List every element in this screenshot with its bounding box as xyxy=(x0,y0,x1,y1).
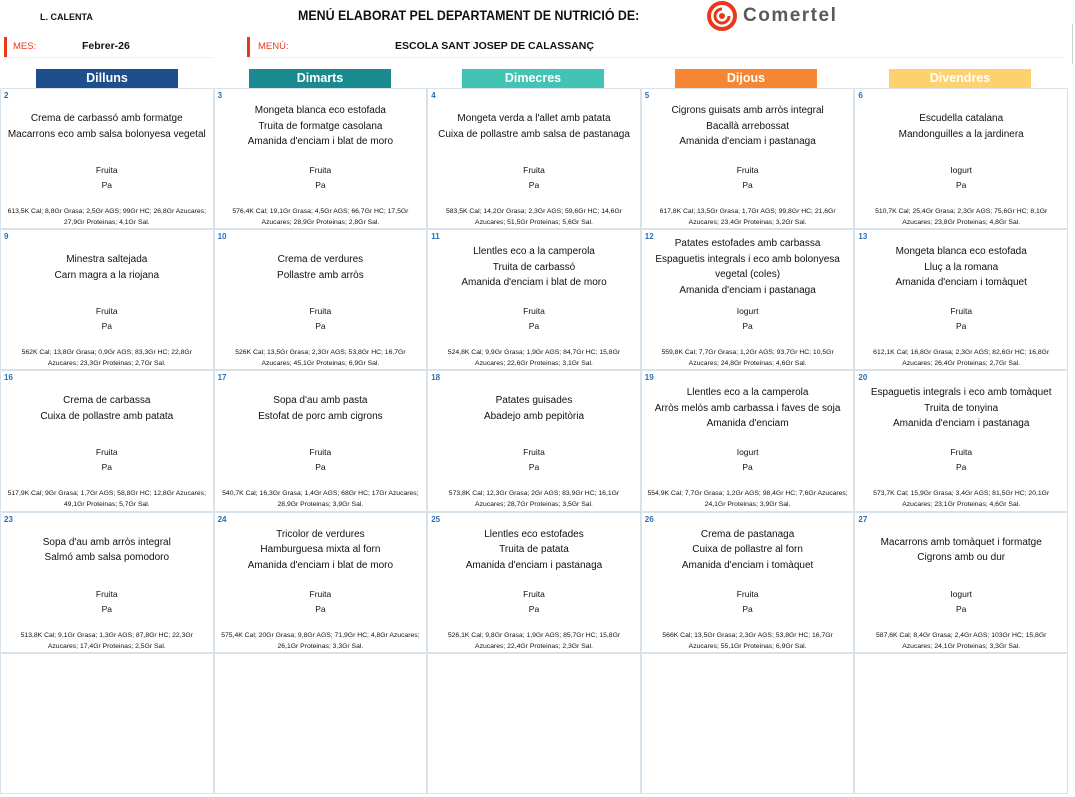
dishes-list xyxy=(3,535,211,566)
logo-text: Comertel xyxy=(743,5,838,26)
nutrition-info xyxy=(857,488,1065,510)
day-cell xyxy=(1,371,213,510)
extras-list xyxy=(857,304,1065,334)
bread: Pa xyxy=(955,180,967,190)
month-label: MES: xyxy=(13,41,37,52)
nutrition-line: 554,9K Cal; 7,7Gr Grasa; 1,2Gr AGS; 98,4Gr HC; 7,6Gr Azucares; xyxy=(647,490,848,498)
dishes-list xyxy=(644,103,852,150)
bread: Pa xyxy=(742,180,753,190)
nutrition-info xyxy=(217,488,425,510)
nutrition-line: Azucares; 23,1Gr Proteinas; 4,6Gr Sal. xyxy=(902,501,1021,509)
empty-day-cell xyxy=(642,654,854,793)
day-number: 27 xyxy=(858,514,868,524)
extras-list xyxy=(3,163,211,193)
nutrition-line: Azucares; 23,4Gr Proteinas; 3,2Gr Sal. xyxy=(688,219,807,226)
dish: Amanida d'enciam i blat de moro xyxy=(461,277,607,289)
bread: Pa xyxy=(742,462,753,473)
extras-list xyxy=(644,445,852,475)
day-number: 5 xyxy=(644,91,650,100)
dessert: Fruita xyxy=(950,447,973,458)
extras-list xyxy=(217,445,425,475)
nutrition-line: Azucares; 23,8Gr Proteinas; 4,8Gr Sal. xyxy=(902,219,1021,226)
bread: Pa xyxy=(528,180,540,190)
day-cell xyxy=(855,371,1067,510)
nutrition-line: 613,5K Cal; 8,8Gr Grasa; 2,5Gr AGS; 99Gr HC; 26,8Gr Azucares; xyxy=(7,208,206,215)
day-header-wednesday: Dimecres xyxy=(462,69,604,88)
bread: Pa xyxy=(315,462,326,473)
bread: Pa xyxy=(315,603,326,614)
month-value: Febrer-26 xyxy=(82,40,130,52)
dish: Amanida d'enciam i pastanaga xyxy=(679,136,816,147)
dishes-list xyxy=(644,527,852,574)
dish: vegetal (coles) xyxy=(715,269,781,281)
day-cell xyxy=(1,89,213,228)
nutrition-line: Azucares; 55,1Gr Proteinas; 6,9Gr Sal. xyxy=(688,642,807,650)
dish: Mongeta verda a l'allet amb patata xyxy=(457,113,611,124)
extras-list xyxy=(644,587,852,617)
day-cell xyxy=(215,371,427,510)
day-cell xyxy=(642,513,854,652)
nutrition-info xyxy=(430,347,638,369)
day-number: 10 xyxy=(217,232,227,242)
empty-day-cell xyxy=(1,654,213,793)
nutrition-line: Azucares; 22,4Gr Proteinas; 2,3Gr Sal. xyxy=(475,642,593,650)
dish: Amanida d'enciam i pastanaga xyxy=(892,418,1030,430)
day-number: 17 xyxy=(217,373,227,383)
dish: Amanida d'enciam i blat de moro xyxy=(247,559,394,571)
nutrition-line: 28,9Gr Proteinas; 3,9Gr Sal. xyxy=(277,501,364,509)
nutrition-line: Azucares; 28,9Gr Proteinas; 2,8Gr Sal. xyxy=(261,219,380,226)
dish: Cuixa de pollastre amb patata xyxy=(40,410,174,422)
dishes-list xyxy=(644,385,852,432)
nutrition-line: 587,6K Cal; 8,4Gr Grasa; 2,4Gr AGS; 103Gr HC; 15,8Gr xyxy=(876,631,1047,639)
nutrition-line: 526,1K Cal; 9,8Gr Grasa; 1,9Gr AGS; 85,7Gr HC; 15,8Gr xyxy=(447,631,621,639)
header-bar xyxy=(0,0,1075,34)
accent-bar xyxy=(4,37,7,57)
dish: Llentles eco a la camperola xyxy=(686,387,809,399)
dessert: Iogurt xyxy=(736,306,759,317)
company-logo xyxy=(707,1,837,31)
extras-list xyxy=(430,304,638,334)
bread: Pa xyxy=(742,321,753,332)
bread: Pa xyxy=(955,603,967,614)
dish: Truita de formatge casolana xyxy=(258,120,383,132)
nutrition-line: 559,8K Cal; 7,7Gr Grasa; 1,2Gr AGS; 93,7Gr HC; 10,5Gr xyxy=(661,349,834,357)
dishes-list xyxy=(217,252,425,283)
nutrition-info xyxy=(430,206,638,228)
dessert: Fruita xyxy=(523,165,545,175)
day-number: 18 xyxy=(431,373,441,383)
extras-list xyxy=(217,163,425,193)
dish: Truita de carbassó xyxy=(492,261,576,273)
nutrition-line: 517,9K Cal; 9Gr Grasa; 1,7Gr AGS; 58,8Gr HC; 12,8Gr Azucares; xyxy=(7,490,206,498)
nutrition-line: 27,9Gr Proteinas; 4,1Gr Sal. xyxy=(63,219,150,226)
day-cell xyxy=(642,230,854,369)
nutrition-info xyxy=(857,206,1065,228)
nutrition-line: 26,1Gr Proteinas; 3,3Gr Sal. xyxy=(277,642,364,650)
dishes-list xyxy=(857,535,1065,566)
nutrition-line: Azucares; 24,8Gr Proteinas; 4,6Gr Sal. xyxy=(688,360,807,368)
dishes-list xyxy=(217,103,425,150)
dish: Amanida d'enciam i tomàquet xyxy=(681,559,814,571)
menu-label: MENÚ: xyxy=(258,41,289,52)
dish: Mongeta blanca eco estofada xyxy=(254,105,386,116)
dessert: Fruita xyxy=(523,588,545,599)
dessert: Fruita xyxy=(523,447,545,458)
dessert: Iogurt xyxy=(950,588,973,599)
day-number: 4 xyxy=(431,91,436,100)
dish: Pollastre amb arròs xyxy=(277,269,364,281)
dishes-list xyxy=(3,393,211,424)
empty-day-cell xyxy=(215,654,427,793)
dish: Cigrons guisats amb arròs integral xyxy=(671,105,824,116)
nutrition-line: 540,7K Cal; 16,3Gr Grasa; 1,4Gr AGS; 68Gr HC; 17Gr Azucares; xyxy=(222,490,419,498)
day-cell xyxy=(428,230,640,369)
dish: Patates estofades amb carbassa xyxy=(674,238,821,250)
day-number: 24 xyxy=(217,514,227,524)
nutrition-info xyxy=(857,347,1065,369)
extras-list xyxy=(3,445,211,475)
dessert: Fruita xyxy=(736,165,759,175)
menu-value: ESCOLA SANT JOSEP DE CALASSANÇ xyxy=(395,40,594,52)
day-number: 6 xyxy=(858,91,863,100)
extras-list xyxy=(3,304,211,334)
day-cell xyxy=(215,89,427,228)
dish: Amanida d'enciam i blat de moro xyxy=(247,136,394,147)
nutrition-line: 576,4K Cal; 19,1Gr Grasa; 4,5Gr AGS; 66,7Gr HC; 17,5Gr xyxy=(232,208,409,215)
bread: Pa xyxy=(955,462,967,473)
dish: Llentles eco a la camperola xyxy=(473,246,595,258)
dish: Sopa d'au amb pasta xyxy=(273,395,368,407)
nutrition-line: 583,5K Cal; 14,2Gr Grasa; 2,3Gr AGS; 59,6Gr HC; 14,6Gr xyxy=(445,208,623,215)
dish: Patates guisades xyxy=(495,395,573,407)
dish: Macarrons eco amb salsa bolonyesa vegetal xyxy=(7,128,206,140)
day-header-monday: Dilluns xyxy=(36,69,178,88)
nutrition-info xyxy=(644,206,852,228)
bread: Pa xyxy=(101,603,112,614)
bread: Pa xyxy=(315,180,326,190)
dessert: Fruita xyxy=(95,588,118,599)
dishes-list xyxy=(430,393,638,424)
dish: Mandonguilles a la jardinera xyxy=(898,128,1024,140)
dessert: Iogurt xyxy=(950,165,973,175)
dessert: Fruita xyxy=(523,306,545,317)
dessert: Fruita xyxy=(95,165,118,175)
nutrition-line: 573,8K Cal; 12,3Gr Grasa; 2Gr AGS; 83,9Gr HC; 16,1Gr xyxy=(448,490,620,498)
nutrition-info xyxy=(430,630,638,652)
day-number: 13 xyxy=(858,232,868,242)
day-cell xyxy=(428,513,640,652)
divider xyxy=(1072,24,1073,64)
dishes-list xyxy=(3,252,211,283)
nutrition-info xyxy=(644,630,852,652)
dish: Crema de pastanaga xyxy=(700,528,795,540)
nutrition-line: 24,1Gr Proteinas; 3,9Gr Sal. xyxy=(704,501,791,509)
dish: Espaguetis integrals i eco amb tomàquet xyxy=(870,387,1052,399)
nutrition-line: Azucares; 51,5Gr Proteinas; 5,6Gr Sal. xyxy=(475,219,593,226)
nutrition-line: 49,1Gr Proteinas; 5,7Gr Sal. xyxy=(63,501,150,509)
month-box xyxy=(4,37,214,58)
dish: Tricolor de verdures xyxy=(276,528,365,540)
dessert: Fruita xyxy=(95,447,118,458)
day-number: 23 xyxy=(4,514,13,524)
bread: Pa xyxy=(955,321,967,332)
dessert: Fruita xyxy=(736,588,759,599)
dessert: Fruita xyxy=(950,306,973,317)
nutrition-info xyxy=(217,347,425,369)
nutrition-line: 524,8K Cal; 9,9Gr Grasa; 1,9Gr AGS; 84,7Gr HC; 15,8Gr xyxy=(447,349,621,357)
dessert: Fruita xyxy=(309,306,332,317)
nutrition-line: 562K Cal; 13,8Gr Grasa; 0,9Gr AGS; 83,3Gr HC; 22,8Gr xyxy=(21,349,192,357)
day-number: 26 xyxy=(644,514,654,524)
day-header-thursday: Dijous xyxy=(675,69,817,88)
nutrition-line: 612,1K Cal; 16,8Gr Grasa; 2,3Gr AGS; 82,6Gr HC; 16,8Gr xyxy=(873,349,1050,357)
day-cell xyxy=(215,230,427,369)
dishes-list xyxy=(217,527,425,574)
nutrition-line: Azucares; 24,1Gr Proteinas; 3,3Gr Sal. xyxy=(902,642,1021,650)
day-cell xyxy=(1,513,213,652)
weekday-headers xyxy=(0,69,1068,89)
dish: Amanida d'enciam xyxy=(706,418,789,430)
extras-list xyxy=(857,587,1065,617)
nutrition-info xyxy=(3,488,211,510)
bread: Pa xyxy=(315,321,326,332)
extras-list xyxy=(430,445,638,475)
day-number: 11 xyxy=(431,232,440,242)
dish: Arròs melós amb carbassa i faves de soja xyxy=(654,402,841,414)
dessert: Fruita xyxy=(95,306,118,317)
dish: Lluç a la romana xyxy=(924,261,999,273)
dessert: Iogurt xyxy=(736,447,759,458)
day-header-friday: Divendres xyxy=(889,69,1031,88)
dish: Crema de verdures xyxy=(277,254,364,266)
nutrition-info xyxy=(3,630,211,652)
bread: Pa xyxy=(742,603,753,614)
day-cell xyxy=(1,230,213,369)
dish: Mongeta blanca eco estofada xyxy=(895,246,1027,258)
dishes-list xyxy=(857,244,1065,291)
day-cell xyxy=(215,513,427,652)
day-cell xyxy=(642,89,854,228)
day-cell xyxy=(642,371,854,510)
dish: Escudella catalana xyxy=(919,113,1004,124)
extras-list xyxy=(430,587,638,617)
dessert: Fruita xyxy=(309,165,332,175)
dishes-list xyxy=(857,111,1065,142)
dessert: Fruita xyxy=(309,588,332,599)
day-number: 3 xyxy=(217,91,223,100)
comertel-logo-icon xyxy=(707,1,737,31)
dishes-list xyxy=(430,111,638,142)
extras-list xyxy=(644,304,852,334)
bread: Pa xyxy=(528,462,540,473)
dish: Truita de tonyina xyxy=(924,402,999,414)
dishes-list xyxy=(430,527,638,574)
dish: Estofat de porc amb cigrons xyxy=(258,410,383,422)
dish: Bacallà arrebossat xyxy=(706,120,789,132)
dish: Abadejo amb pepitòria xyxy=(483,410,585,422)
dishes-list xyxy=(857,385,1065,432)
nutrition-line: 566K Cal; 13,5Gr Grasa; 2,3Gr AGS; 53,8Gr HC; 16,7Gr xyxy=(662,631,833,639)
extras-list xyxy=(430,163,638,193)
dish: Amanida d'enciam i tomàquet xyxy=(895,277,1027,289)
dishes-list xyxy=(3,111,211,142)
nutrition-line: 510,7K Cal; 25,4Gr Grasa; 2,3Gr AGS; 75,6Gr HC; 8,1Gr xyxy=(875,208,1048,215)
dish: Salmó amb salsa pomodoro xyxy=(44,552,170,564)
dishes-list xyxy=(430,244,638,291)
extras-list xyxy=(217,304,425,334)
day-number: 16 xyxy=(4,373,13,383)
nutrition-info xyxy=(857,630,1065,652)
bread: Pa xyxy=(528,321,540,332)
nutrition-line: Azucares; 23,3Gr Proteinas; 2,7Gr Sal. xyxy=(47,360,166,368)
day-cell xyxy=(855,89,1067,228)
day-cell xyxy=(855,230,1067,369)
nutrition-info xyxy=(644,347,852,369)
bread: Pa xyxy=(528,603,540,614)
extras-list xyxy=(857,163,1065,193)
extras-list xyxy=(857,445,1065,475)
accent-bar xyxy=(247,37,250,57)
dish: Crema de carbassó amb formatge xyxy=(30,113,183,124)
nutrition-line: 575,4K Cal; 20Gr Grasa; 9,8Gr AGS; 71,9Gr HC; 4,8Gr Azucares; xyxy=(221,631,420,639)
menu-box xyxy=(247,37,1065,58)
dish: Truita de patata xyxy=(499,544,569,556)
day-number: 20 xyxy=(858,373,868,383)
extras-list xyxy=(3,587,211,617)
day-number: 9 xyxy=(4,232,9,242)
day-number: 2 xyxy=(4,91,9,100)
dishes-list xyxy=(644,236,852,298)
nutrition-line: Azucares; 45,1Gr Proteinas; 6,9Gr Sal. xyxy=(261,360,380,368)
dish: Hamburguesa mixta al forn xyxy=(260,544,381,556)
nutrition-info xyxy=(217,630,425,652)
day-header-tuesday: Dimarts xyxy=(249,69,391,88)
dessert: Fruita xyxy=(309,447,332,458)
nutrition-info xyxy=(644,488,852,510)
day-number: 25 xyxy=(431,514,441,524)
day-number: 19 xyxy=(644,373,654,383)
day-cell xyxy=(428,371,640,510)
extras-list xyxy=(644,163,852,193)
dish: Minestra saltejada xyxy=(66,254,148,266)
dish: Amanida d'enciam i pastanaga xyxy=(679,284,816,296)
nutrition-line: 617,8K Cal; 13,5Gr Grasa; 1,7Gr AGS; 99,8Gr HC; 21,6Gr xyxy=(659,208,836,215)
dish: Cuixa de pollastre al forn xyxy=(692,544,803,556)
nutrition-line: 526K Cal; 13,5Gr Grasa; 2,3Gr AGS; 53,8Gr HC; 16,7Gr xyxy=(235,349,406,357)
empty-day-cell xyxy=(855,654,1067,793)
day-number: 12 xyxy=(644,232,654,242)
nutrition-line: Azucares; 28,7Gr Proteinas; 3,5Gr Sal. xyxy=(475,501,593,509)
dish: Crema de carbassa xyxy=(63,395,151,407)
empty-day-cell xyxy=(428,654,640,793)
dishes-list xyxy=(217,393,425,424)
dish: Espaguetis integrals i eco amb bolonyesa xyxy=(655,253,840,265)
nutrition-info xyxy=(430,488,638,510)
menu-type-label: L. CALENTA xyxy=(40,12,93,22)
nutrition-info xyxy=(3,347,211,369)
dish: Cuixa de pollastre amb salsa de pastanaga xyxy=(438,128,630,140)
nutrition-line: 513,8K Cal; 9,1Gr Grasa; 1,3Gr AGS; 87,8Gr HC; 22,3Gr xyxy=(20,631,193,639)
bread: Pa xyxy=(101,462,112,473)
day-cell xyxy=(855,513,1067,652)
nutrition-line: 573,7K Cal; 15,9Gr Grasa; 3,4Gr AGS; 81,5Gr HC; 20,1Gr xyxy=(873,490,1050,498)
dish: Sopa d'au amb arròs integral xyxy=(42,536,171,548)
bread: Pa xyxy=(101,180,112,190)
nutrition-info xyxy=(3,206,211,228)
menu-calendar-grid xyxy=(0,88,1068,794)
nutrition-line: Azucares; 22,6Gr Proteinas; 3,1Gr Sal. xyxy=(475,360,593,368)
bread: Pa xyxy=(101,321,112,332)
nutrition-line: Azucares; 17,4Gr Proteinas; 2,5Gr Sal. xyxy=(47,642,166,650)
nutrition-line: Azucares; 26,4Gr Proteinas; 2,7Gr Sal. xyxy=(902,360,1021,368)
dish: Carn magra a la riojana xyxy=(54,269,160,281)
dish: Macarrons amb tomàquet i formatge xyxy=(880,536,1042,548)
day-cell xyxy=(428,89,640,228)
page-title: MENÚ ELABORAT PEL DEPARTAMENT DE NUTRICIÓ DE: xyxy=(298,8,640,23)
dish: Amanida d'enciam i pastanaga xyxy=(465,559,603,571)
extras-list xyxy=(217,587,425,617)
nutrition-info xyxy=(217,206,425,228)
dish: Llentles eco estofades xyxy=(484,528,584,540)
dish: Cigrons amb ou dur xyxy=(917,552,1006,564)
